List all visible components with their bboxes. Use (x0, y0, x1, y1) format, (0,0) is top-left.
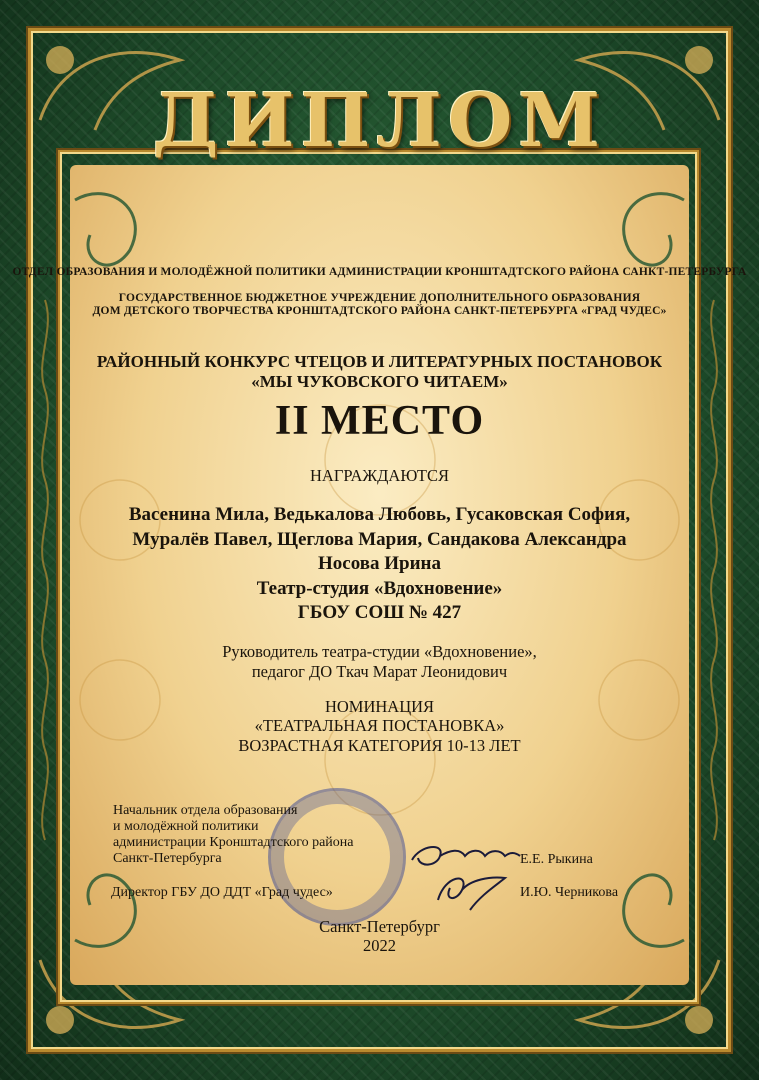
city: Санкт-Петербург (319, 917, 440, 936)
head-title-line-2: и молодёжной политики (113, 819, 259, 834)
studio-name: Театр-студия «Вдохновение» (256, 578, 503, 599)
contest-title: «МЫ ЧУКОВСКОГО ЧИТАЕМ» (251, 372, 508, 391)
nomination-label: НОМИНАЦИЯ (324, 697, 435, 716)
nomination-value: «ТЕАТРАЛЬНАЯ ПОСТАНОВКА» (254, 716, 505, 735)
names-line-2: Муралёв Павел, Щеглова Мария, Сандакова Александра (132, 529, 627, 550)
head-name: Е.Е. Рыкина (520, 852, 593, 867)
director-name: И.Ю. Черникова (520, 885, 619, 900)
age-category: ВОЗРАСТНАЯ КАТЕГОРИЯ 10-13 ЛЕТ (238, 736, 521, 755)
org-line-1: ОТДЕЛ ОБРАЗОВАНИЯ И МОЛОДЁЖНОЙ ПОЛИТИКИ АДМИНИСТРАЦИИ КРОНШТАДТСКОГО РАЙОНА САНКТ-ПЕТЕРБУРГА (12, 266, 747, 278)
names-line-1: Васенина Мила, Ведькалова Любовь, Гусаковская София, (128, 504, 631, 525)
org-line-2: ГОСУДАРСТВЕННОЕ БЮДЖЕТНОЕ УЧРЕЖДЕНИЕ ДОПОЛНИТЕЛЬНОГО ОБРАЗОВАНИЯ (118, 292, 641, 304)
contest-name: РАЙОННЫЙ КОНКУРС ЧТЕЦОВ И ЛИТЕРАТУРНЫХ ПОСТАНОВОК (96, 352, 663, 371)
year: 2022 (363, 936, 396, 955)
awarded-label: НАГРАЖДАЮТСЯ (310, 466, 449, 485)
names-line-3: Носова Ирина (318, 553, 441, 574)
school-name: ГБОУ СОШ № 427 (297, 602, 462, 623)
leader-line-2: педагог ДО Ткач Марат Леонидович (251, 662, 508, 681)
place-heading: II МЕСТО (274, 398, 485, 444)
diploma-title: ДИПЛОМ (152, 78, 607, 164)
head-title-line-4: Санкт-Петербурга (113, 851, 222, 866)
leader-line-1: Руководитель театра-студии «Вдохновение», (222, 642, 537, 661)
head-title-line-3: администрации Кронштадтского района (113, 835, 354, 850)
org-line-3: ДОМ ДЕТСКОГО ТВОРЧЕСТВА КРОНШТАДТСКОГО РАЙОНА САНКТ-ПЕТЕРБУРГА «ГРАД ЧУДЕС» (92, 305, 667, 317)
head-title-line-1: Начальник отдела образования (113, 803, 298, 818)
director-title: Директор ГБУ ДО ДДТ «Град чудес» (111, 885, 333, 900)
